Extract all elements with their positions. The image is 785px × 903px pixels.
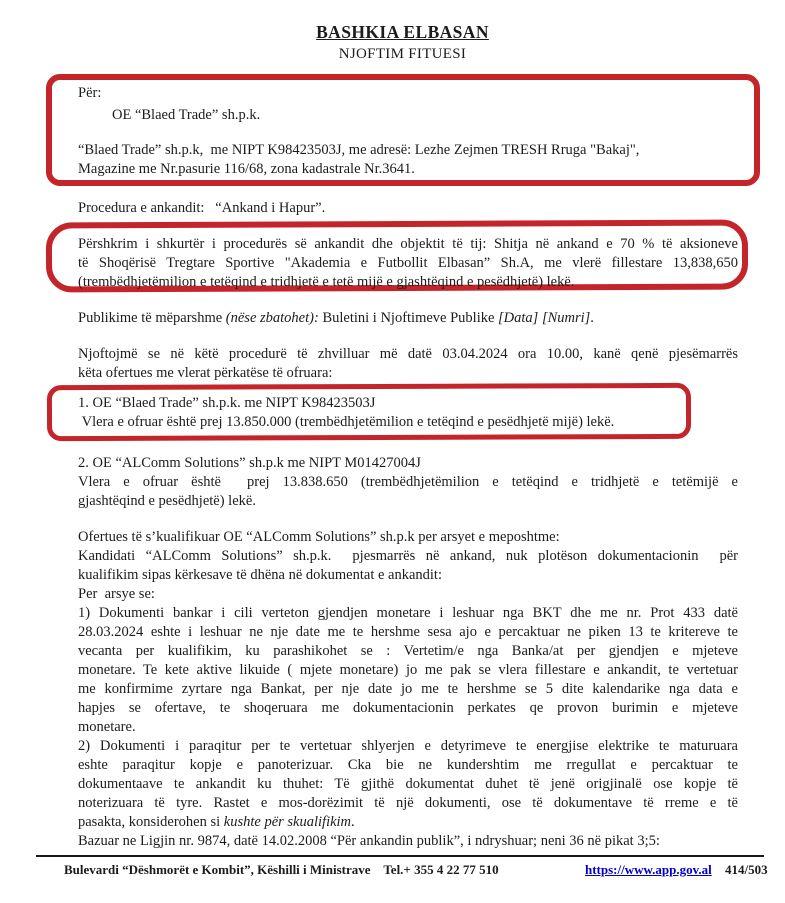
disqualification-section: Ofertues të s’kualifikuar OE “ALComm Solutions” sh.p.k per arsyet e meposhtme: Kandidati “ALComm Solutions” sh.p.k. pjesmarrës në ankand, nuk plotëson dokumentacionin për kualifikim sipas kërkesave të dhëna në dokumentat e ankandit: Per arsye se: 1) Dokumenti bankar i cili verteton gjendjen monetare i leshuar nga BKT dhe me nr. Prot 433 datë 28.03.2024 eshte i leshuar ne nje date me te hershme sesa ajo e percaktuar ne piken 13 te kritereve te vecanta per kualifikim, ku parashikohet se : Vertetim/e nga Banka/at per gjendjen e mjeteve monetare. Te kete aktive likuide ( mjete monetare) jo me pak se vlera fillestare e ankandit, te vertetuar me konfirmime zyrtare nga Bankat, per nje date jo me te hershme se 5 dite kalendarike nga data e hapjes se ofertave, te shoqeruara me dokumentacionin perkates qe provon burimin e mjeteve monetare. 2) Dokumenti i paraqitur per te vertetuar shlyerjen e detyrimeve te energjise elektrike te maturuara eshte paraqitur kopje e panoterizuar. Cka bie ne kundershtim me rregullat e percaktuar te dokumentaave te ankandit ku thuhet: Të gjithë dokumentat duhet të jenë origjinalë ose kopje të noterizuara të tyre. Rastet e mos-dorëzimit të një dokumenti, ose të dokumentave të rreme e të pasakta, konsiderohen si kushte për skualifikim. Bazuar ne Ligjin nr. 9874, datë 14.02.2008 “Për ankandin publik”, i ndryshuar; neni 36 në pikat 3;5: — [78, 529, 738, 849]
announcement-intro: Njoftojmë se në këtë procedurë të zhvilluar më datë 03.04.2024 ora 10.00, kanë qenë pjesëmarrës këta ofertues me vlerat përkatëse të ofruara: — [78, 346, 738, 381]
procedure-type-line: Procedura e ankandit: “Ankand i Hapur”. — [78, 200, 326, 216]
procedure-description: Përshkrim i shkurtër i procedurës së ankandit dhe objektit të tij: Shitja në ankand e 70 % të aksioneve të Shoqërisë Tregtare Sportive "Akademia e Futbollit Elbasan” Sh.A, me vlerë fillestare 13,838,650 (trembëdhjetëmilion e tetëqind e tridhjetë e tetë mijë e gjashtëqind e pesëdhjetë) lekë. — [78, 236, 738, 290]
footer-address-tel: Bulevardi “Dëshmorët e Kombit”, Këshilli i Ministrave Tel.+ 355 4 22 77 510 — [64, 862, 499, 877]
recipient-label: Për: — [78, 85, 102, 101]
offer-1-winner: 1. OE “Blaed Trade” sh.p.k. me NIPT K98423503J Vlera e ofruar është prej 13.850.000 (trembëdhjetëmilion e tetëqind e pesëdhjetë mijë) lekë. — [78, 395, 615, 430]
document-title: BASHKIA ELBASAN — [316, 22, 489, 42]
offer-2: 2. OE “ALComm Solutions” sh.p.k me NIPT M01427004J Vlera e ofruar është prej 13.838.650 (trembëdhjetëmilion e tetëqind e tridhjetë e tetëmijë e gjashtëqind e pesëdhjetë) lekë. — [78, 455, 738, 509]
previous-publications: Publikime të mëparshme (nëse zbatohet): Buletini i Njoftimeve Publike [Data] [Numri]. — [78, 310, 594, 326]
app-gov-al-link[interactable]: https://www.app.gov.al — [585, 862, 712, 877]
footer-divider — [36, 855, 764, 857]
recipient-name: OE “Blaed Trade” sh.p.k. — [112, 107, 261, 123]
document-subtitle: NJOFTIM FITUESI — [338, 46, 467, 62]
footer-right-group — [585, 862, 768, 878]
page-number: 414/503 — [725, 862, 768, 877]
recipient-details: “Blaed Trade” sh.p.k, me NIPT K98423503J, me adresë: Lezhe Zejmen TRESH Rruga "Bakaj", Magazine me Nr.pasurie 116/68, zona kadastrale Nr.3641. — [78, 142, 640, 177]
